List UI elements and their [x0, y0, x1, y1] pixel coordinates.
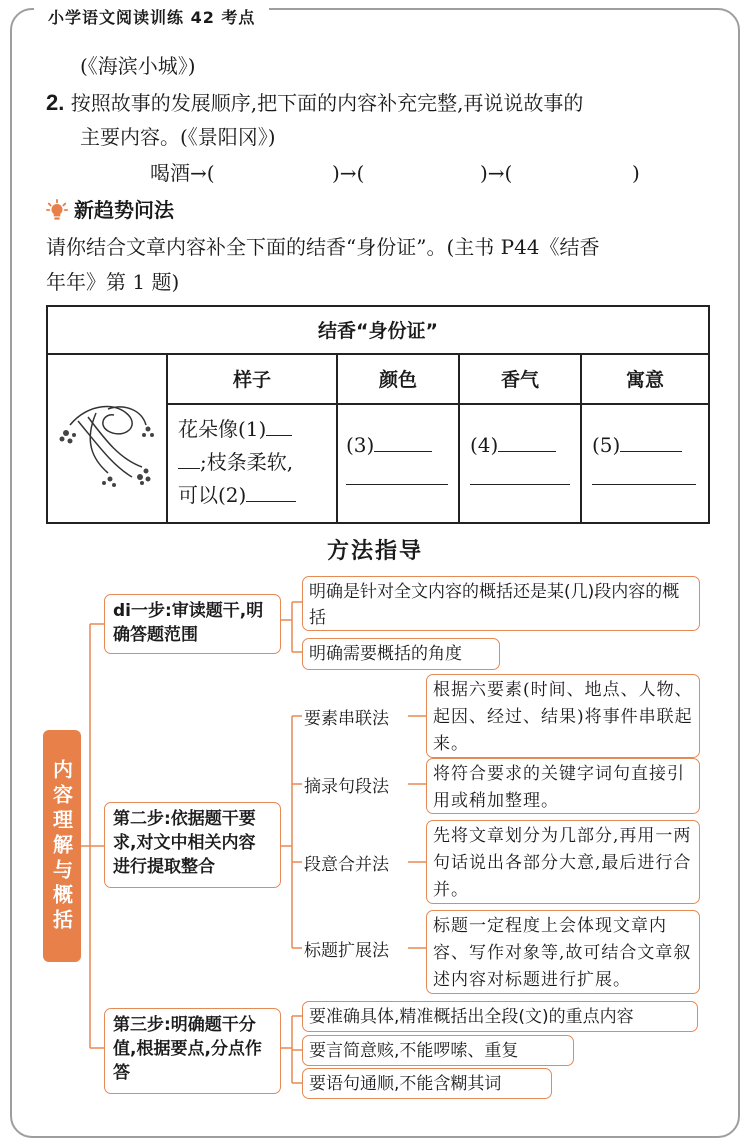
blank-3a[interactable] — [374, 451, 432, 452]
identity-card-table — [46, 305, 710, 524]
meaning-cell — [582, 405, 708, 522]
fragrance-cell — [460, 405, 582, 522]
blank-5a[interactable] — [620, 451, 682, 452]
question-2 — [46, 86, 583, 120]
step1-box: di一步:审读题干,明确答题范围 — [104, 594, 281, 654]
method-desc-3: 先将文章划分为几部分,再用一两句话说出各部分大意,最后进行合并。 — [426, 820, 700, 904]
sequence-start: 喝酒→( — [150, 161, 215, 185]
blank-3b[interactable] — [346, 467, 448, 485]
q1-source: (《海滨小城》) — [80, 54, 196, 78]
table-title: 结香“身份证” — [48, 307, 708, 355]
step2-box: 第二步:依据题干要求,对文中相关内容进行提取整合 — [104, 802, 281, 888]
column-header-appearance: 样子 — [168, 355, 338, 405]
question-text-line2: 主要内容。(《景阳冈》) — [80, 125, 276, 149]
flower-image-cell — [48, 355, 168, 522]
step3-item-2: 要言简意赅,不能啰嗦、重复 — [302, 1035, 574, 1066]
blank-label-3: (3) — [346, 433, 375, 457]
lightbulb-icon — [46, 199, 68, 221]
blank-5b[interactable] — [592, 467, 696, 485]
method-name-4: 标题扩展法 — [304, 941, 389, 961]
sequence-arrow-1: )→( — [332, 161, 365, 185]
sequence-arrow-2: )→( — [480, 161, 513, 185]
method-desc-4: 标题一定程度上会体现文章内容、写作对象等,故可结合文章叙述内容对标题进行扩展。 — [426, 910, 700, 994]
new-trend-heading-row — [46, 195, 174, 225]
sequence-row — [150, 157, 650, 190]
step3-item-3: 要语句通顺,不能含糊其词 — [302, 1068, 552, 1099]
page-header: 小学语文阅读训练 42 考点 — [34, 0, 269, 36]
method-desc-1: 根据六要素(时间、地点、人物、起因、经过、结果)将事件串联起来。 — [426, 674, 700, 758]
flower-sketch-icon — [48, 355, 168, 522]
step3-box: 第三步:明确题干分值,根据要点,分点作答 — [104, 1008, 281, 1094]
column-header-meaning: 寓意 — [582, 355, 708, 405]
step1-item-1: 明确是针对全文内容的概括还是某(几)段内容的概括 — [302, 576, 700, 631]
appearance-cell — [168, 405, 338, 522]
blank-4b[interactable] — [470, 467, 570, 485]
step3-item-1: 要准确具体,精准概括出全段(文)的重点内容 — [302, 1001, 698, 1032]
blank-2[interactable] — [246, 501, 296, 502]
new-trend-text-line2: 年年》第 1 题) — [46, 270, 180, 294]
appearance-line2: ;枝条柔软, — [200, 450, 294, 474]
question-number: 2. — [46, 90, 65, 115]
column-header-fragrance: 香气 — [460, 355, 582, 405]
color-cell — [338, 405, 460, 522]
sequence-close: ) — [632, 161, 640, 185]
blank-4a[interactable] — [498, 451, 556, 452]
method-name-1: 要素串联法 — [304, 709, 389, 729]
appearance-line1: 花朵像(1) — [178, 417, 267, 441]
blank-label-5: (5) — [592, 433, 621, 457]
blank-1a[interactable] — [266, 435, 292, 436]
method-name-2: 摘录句段法 — [304, 777, 389, 797]
blank-label-4: (4) — [470, 433, 499, 457]
new-trend-heading: 新趋势问法 — [74, 198, 174, 222]
method-guide-title: 方法指导 — [326, 539, 423, 564]
blank-1b[interactable] — [178, 468, 200, 469]
step1-item-2: 明确需要概括的角度 — [302, 638, 500, 670]
column-header-color: 颜色 — [338, 355, 460, 405]
new-trend-text-line1: 请你结合文章内容补全下面的结香“身份证”。(主书 P44《结香 — [46, 235, 600, 259]
question-text-line1: 按照故事的发展顺序,把下面的内容补充完整,再说说故事的 — [70, 91, 584, 115]
method-desc-2: 将符合要求的关键字词句直接引用或稍加整理。 — [426, 758, 700, 814]
method-name-3: 段意合并法 — [304, 855, 389, 875]
main-node-content-summary: 内容理解与概括 — [43, 730, 81, 962]
appearance-line3: 可以(2) — [178, 483, 247, 507]
